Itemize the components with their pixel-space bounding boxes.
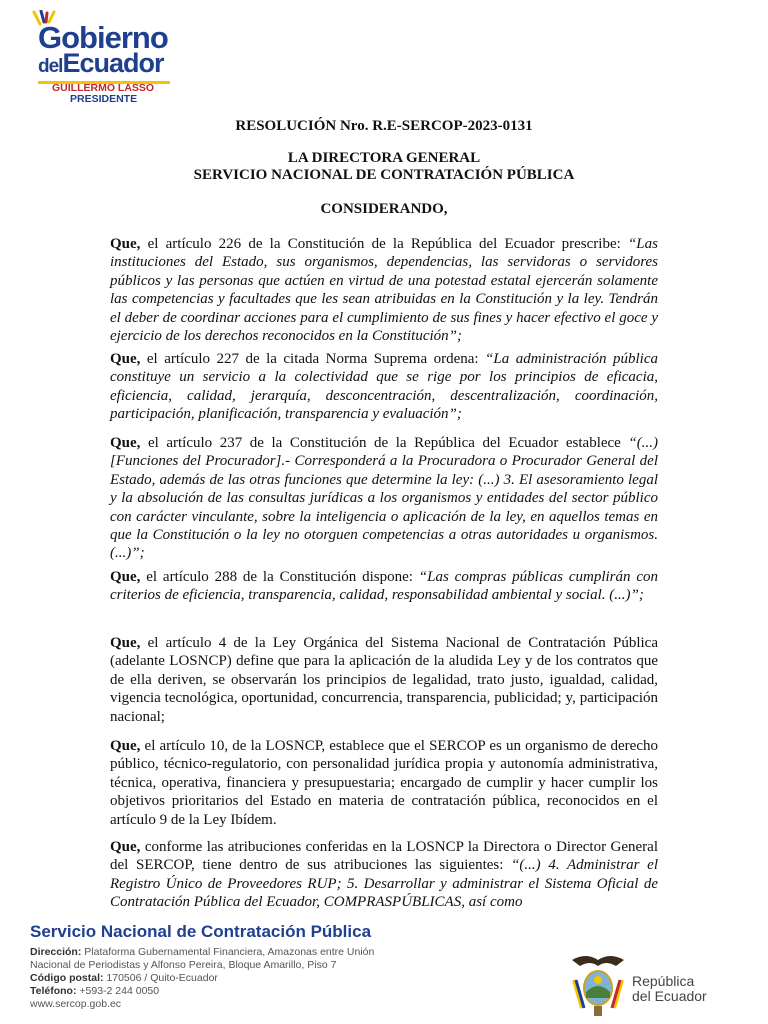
gobierno-logo bbox=[30, 6, 180, 105]
footer-address-2: Nacional de Periodistas y Alfonso Pereira, Bloque Amarillo, Piso 7 bbox=[30, 959, 337, 971]
considerando-paragraph: Que, el artículo 226 de la Constitución de la República del Ecuador prescribe: “Las instituciones del Estado, sus organismos, dependencias, las servidoras o servidores públicos y las personas que actúen en virtud de una potestad estatal ejercerán solamente las competencias y facultades que les sean atribuidas en la Constitución y la ley. Tendrán el deber de coordinar acciones para el cumplimiento de sus fines y hacer efectivo el goce y ejercicio de los derechos reconocidos en la Constitución”; bbox=[110, 236, 658, 345]
considerando-paragraph: Que, conforme las atribuciones conferidas en la LOSNCP la Directora o Director General del SERCOP, tiene dentro de sus atribuciones las siguientes: “(...) 4. Administrar el Registro Único de Proveedores RUP; 5. Desarrollar y administrar el Sistema Oficial de Contratación Pública del Ecuador, COMPRASPÚBLICAS, así como bbox=[110, 839, 658, 911]
considerando-paragraph: Que, el artículo 288 de la Constitución dispone: “Las compras públicas cumplirán con criterios de eficiencia, transparencia, calidad, responsabilidad ambiental y social. (...)”; bbox=[110, 569, 659, 604]
footer-postal: Código postal: 170506 / Quito-Ecuador bbox=[30, 972, 218, 984]
authority-title: LA DIRECTORA GENERAL bbox=[287, 150, 481, 166]
considering-heading: CONSIDERANDO, bbox=[320, 201, 448, 217]
authority-institution: SERVICIO NACIONAL DE CONTRATACIÓN PÚBLICA bbox=[193, 167, 575, 183]
footer-address: Dirección: Plataforma Gubernamental Financiera, Amazonas entre Unión bbox=[30, 946, 375, 958]
considerando-paragraph: Que, el artículo 4 de la Ley Orgánica del Sistema Nacional de Contratación Pública (adelante LOSNCP) define que para la aplicación de la aludida Ley y de los contratos que de ella deriven, se observarán los principios de legalidad, trato justo, igualdad, calidad, vigencia tecnológica, oportunidad, concurrencia, transparencia, publicidad; y, participación nacional; bbox=[110, 635, 658, 725]
republica-label: República del Ecuador bbox=[632, 973, 707, 1004]
footer-phone: Teléfono: +593-2 244 0050 bbox=[30, 985, 160, 997]
president-title: PRESIDENTE bbox=[70, 93, 138, 105]
considerando-paragraph: Que, el artículo 227 de la citada Norma Suprema ordena: “La administración pública constituye un servicio a la colectividad que se rige por los principios de eficacia, eficiencia, calidad, jerarquía, desconcentración, descentralización, coordinación, participación, planificación, transparencia y evaluación”; bbox=[110, 351, 658, 423]
coat-of-arms-icon bbox=[568, 950, 628, 1020]
footer-org-name: Servicio Nacional de Contratación Pública bbox=[30, 922, 372, 941]
logo-gobierno: Gobierno bbox=[38, 20, 168, 55]
president-name: GUILLERMO LASSO bbox=[52, 82, 155, 94]
footer-website: www.sercop.gob.ec bbox=[30, 998, 122, 1010]
resolution-number: RESOLUCIÓN Nro. R.E-SERCOP-2023-0131 bbox=[235, 118, 533, 134]
considerando-paragraph: Que, el artículo 237 de la Constitución de la República del Ecuador establece “(...) [Funciones del Procurador].- Corresponderá a la Procuradora o Procurador General del Estado, además de las otras funciones que determine la ley: (...) 3. El asesoramiento legal y la absolución de las consultas jurídicas a los organismos y entidades del sector público con carácter vinculante, sobre la inteligencia o aplicación de la ley, en aquellos temas en que la Constitución o la ley no otorguen competencias a otras autoridades u organismos. (...)”; bbox=[110, 435, 658, 562]
considerando-paragraph: Que, el artículo 10, de la LOSNCP, establece que el SERCOP es un organismo de derecho público, técnico-regulatorio, con personalidad jurídica propia y autonomía administrativa, técnica, operativa, financiera y presupuestaria; encargado de cumplir y hacer cumplir los objetivos prioritarios del Estado en materia de contratación pública, reconocidos en el artículo 9 de la Ley Ibídem. bbox=[110, 738, 658, 828]
logo-ecuador: delEcuador bbox=[38, 48, 164, 78]
